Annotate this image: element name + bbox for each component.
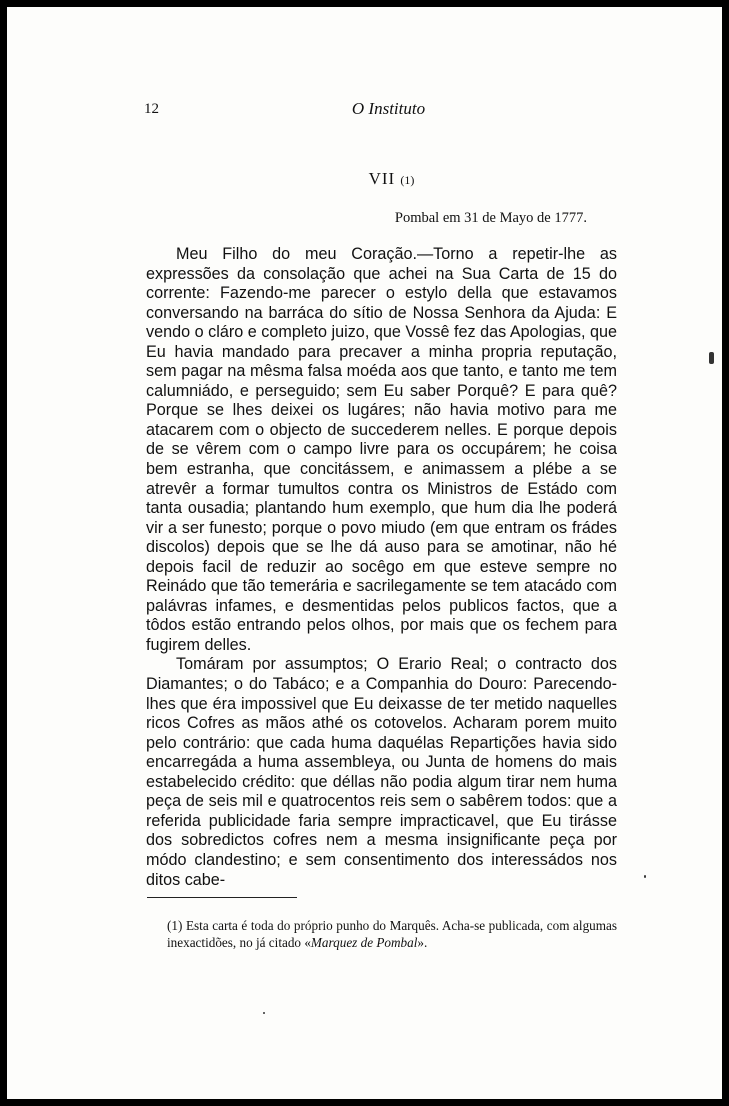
- print-speck: [644, 875, 646, 878]
- print-speck: [263, 1012, 265, 1014]
- footnote-divider: [147, 897, 297, 898]
- print-speck: [709, 352, 714, 364]
- section-title: [7, 169, 722, 189]
- dateline: Pombal em 31 de Mayo de 1777.: [394, 210, 587, 226]
- book-page: [7, 7, 722, 1099]
- paragraph: Meu Filho do meu Coração.—Torno a repetir-lhe as expressões da consolação que achei na Sua Carta de 15 do corrente: Fazendo-me parecer o estylo della que estavamos conversando na barráca do sítio de Nossa Senhora da Ajuda: E vendo o cláro e completo juizo, que Vossê fez das Apologias, que Eu havia mandado para precaver a minha propria reputação, sem pagar na mêsma falsa moéda aos que tanto, e tanto me tem calumniádo, e perseguido; sem Eu saber Porquê? E para quê? Porque se lhes deixei os lugáres; não havia motivo para me atacarem com o objecto de succederem nelles. E porque depois de se vêrem com o campo livre para os occupárem; he coisa bem estranha, que concitássem, e animassem a plébe a se atrevêr a formar tumultos contra os Ministros de Estádo com tanta ousadia; plantando hum exemplo, que hum dia lhe poderá vir a ser funesto; porque o povo miudo (em que entram os frádes discolos) depois que se lhe dá auso para se amotinar, não hé depois facil de reduzir ao socêgo em que esteve sempre no Reinádo que tão temerária e sacrilegamente se tem atacádo com palávras infames, e desmentidas pelos publicos factos, que a tôdos estão entrando pelos olhos, por mais que os fechem para fugirem delles.: [146, 245, 617, 654]
- page-number: 12: [144, 101, 159, 117]
- footnote-closing: ».: [417, 935, 428, 950]
- footnote-cited-work: Marquez de Pombal: [310, 935, 418, 950]
- footnote: [167, 917, 617, 951]
- paragraph: Tomáram por assumptos; O Erario Real; o contracto dos Diamantes; o do Tabáco; e a Companhia do Douro: Parecendo-lhes que éra impossivel que Eu deixasse de ter metido naquelles ricos Cofres as mãos athé os cotovelos. Acharam porem muito pelo contrário: que cada huma daquélas Repartições havia sido encarregáda a huma assembleya, ou Junta de homens do mais estabelecido crédito: que déllas não podia algum tirar nem huma peça de seis mil e quatrocentos reis sem o sabêrem todos: que a referida publicidade faria sempre impracticavel, que Eu tirásse dos sobredictos cofres nem a mesma insignificante peça por módo clandestino; e sem consentimento dos interessádos nos ditos cabe-: [146, 655, 617, 889]
- letter-body: [146, 245, 617, 890]
- running-title: O Instituto: [351, 99, 426, 118]
- footnote-reference[interactable]: (1): [400, 173, 415, 187]
- footnote-marker: (1): [167, 918, 183, 933]
- footnote-text: Esta carta é toda do próprio punho do Marquês. Acha-se publicada, com algumas inexactidões, no já citado «: [167, 918, 618, 950]
- section-numeral: VII: [368, 169, 396, 188]
